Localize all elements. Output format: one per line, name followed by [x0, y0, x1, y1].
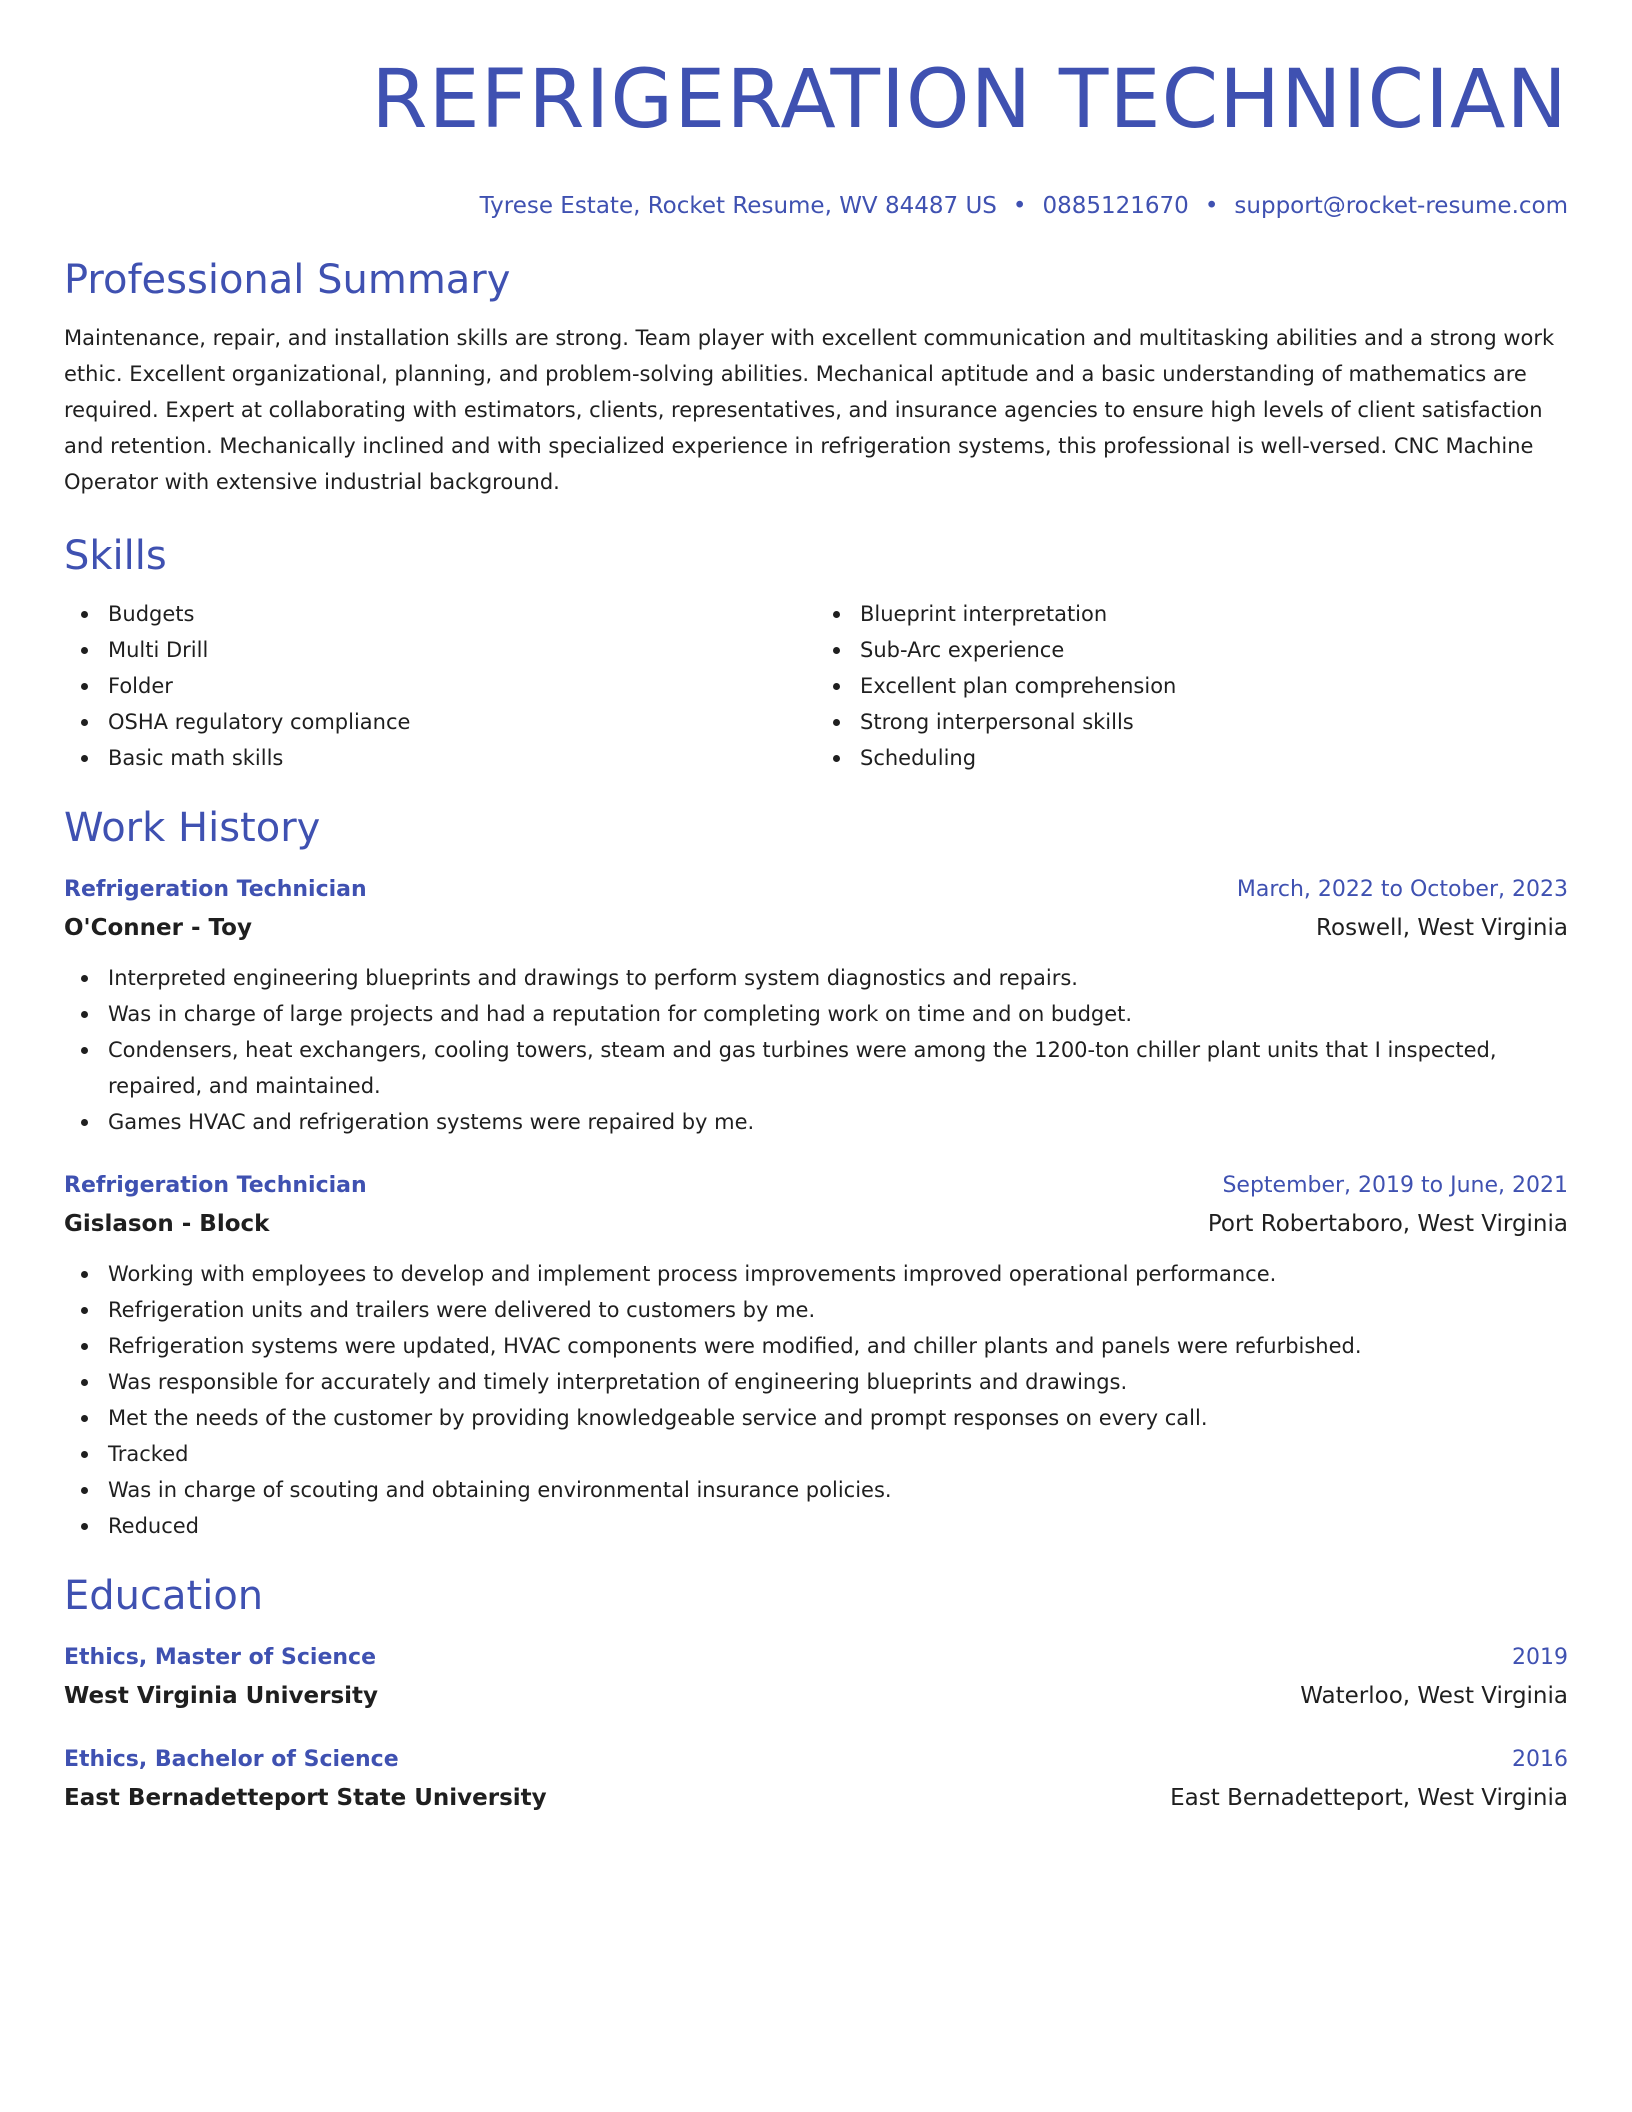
skill-item: Scheduling [860, 740, 1568, 776]
job-header-row [64, 1170, 1568, 1202]
job-dates: March, 2022 to October, 2023 [1236, 877, 1568, 902]
education-entry [64, 1642, 1568, 1714]
job-header-row [64, 874, 1568, 906]
work-history-heading: Work History [64, 805, 321, 851]
education-school: East Bernadetteport State University [64, 1785, 547, 1811]
skill-item: Excellent plan comprehension [860, 668, 1568, 704]
contact-phone: 0885121670 [1042, 193, 1189, 219]
skills-list-left [64, 596, 816, 776]
job-bullet: Condensers, heat exchangers, cooling towers, steam and gas turbines were among the 1200-ton chiller plant units that I inspected, repaired, and maintained. [108, 1032, 1568, 1104]
skill-item: Sub-Arc experience [860, 632, 1568, 668]
job-bullet: Was in charge of scouting and obtaining environmental insurance policies. [108, 1472, 1568, 1508]
contact-address: Tyrese Estate, Rocket Resume, WV 84487 US [479, 193, 997, 219]
skill-item: Strong interpersonal skills [860, 704, 1568, 740]
resume-title: REFRIGERATION TECHNICIAN [371, 53, 1568, 147]
job-bullet: Met the needs of the customer by providing knowledgeable service and prompt responses on every call. [108, 1400, 1568, 1436]
job-dates: September, 2019 to June, 2021 [1222, 1173, 1568, 1198]
job-bullets [64, 1256, 1568, 1544]
education-year: 2016 [1512, 1747, 1568, 1772]
contact-email: support@rocket-resume.com [1234, 193, 1568, 219]
education-location: East Bernadetteport, West Virginia [1170, 1785, 1568, 1811]
skill-item: Blueprint interpretation [860, 596, 1568, 632]
skill-item: OSHA regulatory compliance [108, 704, 816, 740]
skill-item: Budgets [108, 596, 816, 632]
resume-page [64, 50, 1568, 1816]
job-role: Refrigeration Technician [64, 1173, 367, 1198]
education-heading: Education [64, 1573, 264, 1619]
education-header-row [64, 1744, 1568, 1776]
education-header-row [64, 1642, 1568, 1674]
job-location: Port Robertaboro, West Virginia [1207, 1211, 1568, 1237]
education-school-row [64, 1678, 1568, 1714]
education-year: 2019 [1512, 1645, 1568, 1670]
education-degree: Ethics, Master of Science [64, 1645, 376, 1670]
education-location: Waterloo, West Virginia [1300, 1683, 1568, 1709]
job-bullet: Working with employees to develop and implement process improvements improved operational performance. [108, 1256, 1568, 1292]
job-entry [64, 874, 1568, 1140]
job-location: Roswell, West Virginia [1316, 915, 1568, 941]
skill-item: Folder [108, 668, 816, 704]
summary-text: Maintenance, repair, and installation skills are strong. Team player with excellent communication and multitasking abilities and a strong work ethic. Excellent organizational, planning, and problem-solving abilities. Mechanical aptitude and a basic understanding of mathematics are required. Expert at collaborating with estimators, clients, representatives, and insurance agencies to ensure high levels of client satisfaction and retention. Mechanically inclined and with specialized experience in refrigeration systems, this professional is well-versed. CNC Machine Operator with extensive industrial background. [64, 326, 1555, 494]
education-degree: Ethics, Bachelor of Science [64, 1747, 399, 1772]
job-role: Refrigeration Technician [64, 877, 367, 902]
contact-line [64, 190, 1568, 222]
contact-separator: • [1204, 193, 1219, 219]
job-bullet: Refrigeration systems were updated, HVAC components were modified, and chiller plants and panels were refurbished. [108, 1328, 1568, 1364]
skill-item: Multi Drill [108, 632, 816, 668]
skill-item: Basic math skills [108, 740, 816, 776]
education-entry [64, 1744, 1568, 1816]
skills-heading: Skills [64, 533, 167, 579]
job-company: Gislason - Block [64, 1211, 270, 1237]
job-entry [64, 1170, 1568, 1544]
skills-list-right [816, 596, 1568, 776]
job-bullet: Was responsible for accurately and timely interpretation of engineering blueprints and drawings. [108, 1364, 1568, 1400]
education-school: West Virginia University [64, 1683, 379, 1709]
skills-columns [64, 596, 1568, 776]
contact-separator: • [1012, 193, 1027, 219]
summary-heading: Professional Summary [64, 257, 511, 303]
job-bullet: Was in charge of large projects and had a reputation for completing work on time and on budget. [108, 996, 1568, 1032]
job-company-row [64, 910, 1568, 946]
job-company-row [64, 1206, 1568, 1242]
job-bullet: Tracked [108, 1436, 1568, 1472]
job-bullets [64, 960, 1568, 1140]
job-bullet: Games HVAC and refrigeration systems were repaired by me. [108, 1104, 1568, 1140]
job-bullet: Reduced [108, 1508, 1568, 1544]
education-school-row [64, 1780, 1568, 1816]
job-bullet: Refrigeration units and trailers were delivered to customers by me. [108, 1292, 1568, 1328]
job-bullet: Interpreted engineering blueprints and drawings to perform system diagnostics and repairs. [108, 960, 1568, 996]
job-company: O'Conner - Toy [64, 915, 252, 941]
